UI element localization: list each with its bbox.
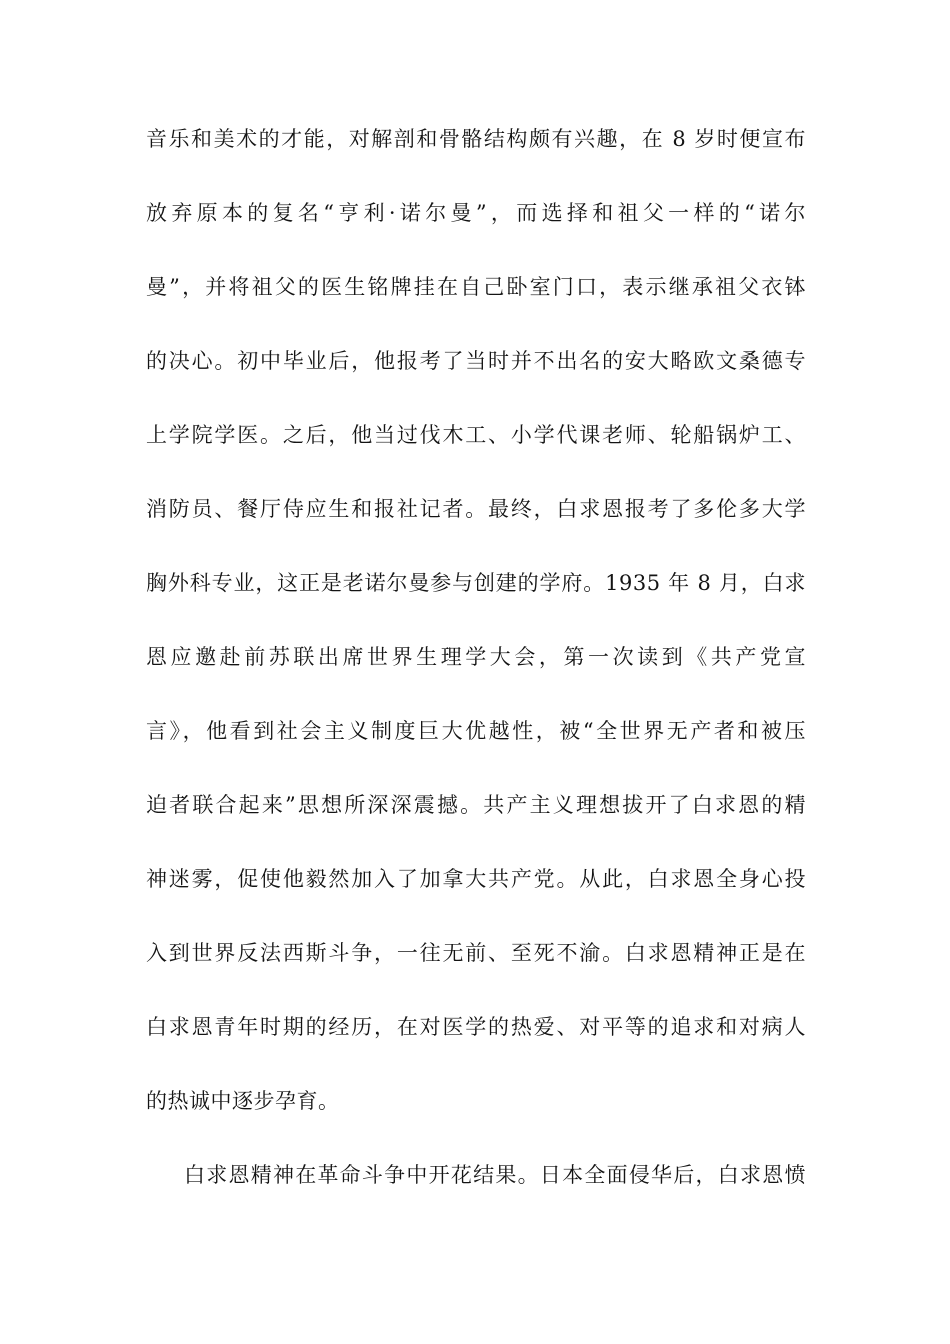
text-line: 恩应邀赴前苏联出席世界生理学大会，第一次读到《共产党宣 <box>146 645 806 669</box>
text-line: 消防员、餐厅侍应生和报社记者。最终，白求恩报考了多伦多大学 <box>146 497 806 521</box>
text-line: 音乐和美术的才能，对解剖和骨骼结构颇有兴趣，在 8 岁时便宣布 <box>146 127 806 151</box>
text-line: 入到世界反法西斯斗争，一往无前、至死不渝。白求恩精神正是在 <box>146 941 806 965</box>
text-line: 白求恩青年时期的经历，在对医学的热爱、对平等的追求和对病人 <box>146 1015 806 1039</box>
text-line: 胸外科专业，这正是老诺尔曼参与创建的学府。1935 年 8 月，白求 <box>146 571 806 595</box>
text-line: 上学院学医。之后，他当过伐木工、小学代课老师、轮船锅炉工、 <box>146 423 806 447</box>
paragraph-end-line: 的热诚中逐步孕育。 <box>146 1089 340 1113</box>
text-line: 言》，他看到社会主义制度巨大优越性，被“全世界无产者和被压 <box>146 719 806 743</box>
text-line: 曼”，并将祖父的医生铭牌挂在自己卧室门口，表示继承祖父衣钵 <box>146 275 806 299</box>
text-line: 的决心。初中毕业后，他报考了当时并不出名的安大略欧文桑德专 <box>146 349 806 373</box>
text-line: 放弃原本的复名“亨利·诺尔曼”，而选择和祖父一样的“诺尔 <box>146 201 806 225</box>
text-line: 迫者联合起来”思想所深深震撼。共产主义理想拔开了白求恩的精 <box>146 793 806 817</box>
paragraph-start-line: 白求恩精神在革命斗争中开花结果。日本全面侵华后，白求恩愤 <box>184 1163 806 1187</box>
text-line: 神迷雾，促使他毅然加入了加拿大共产党。从此，白求恩全身心投 <box>146 867 806 891</box>
